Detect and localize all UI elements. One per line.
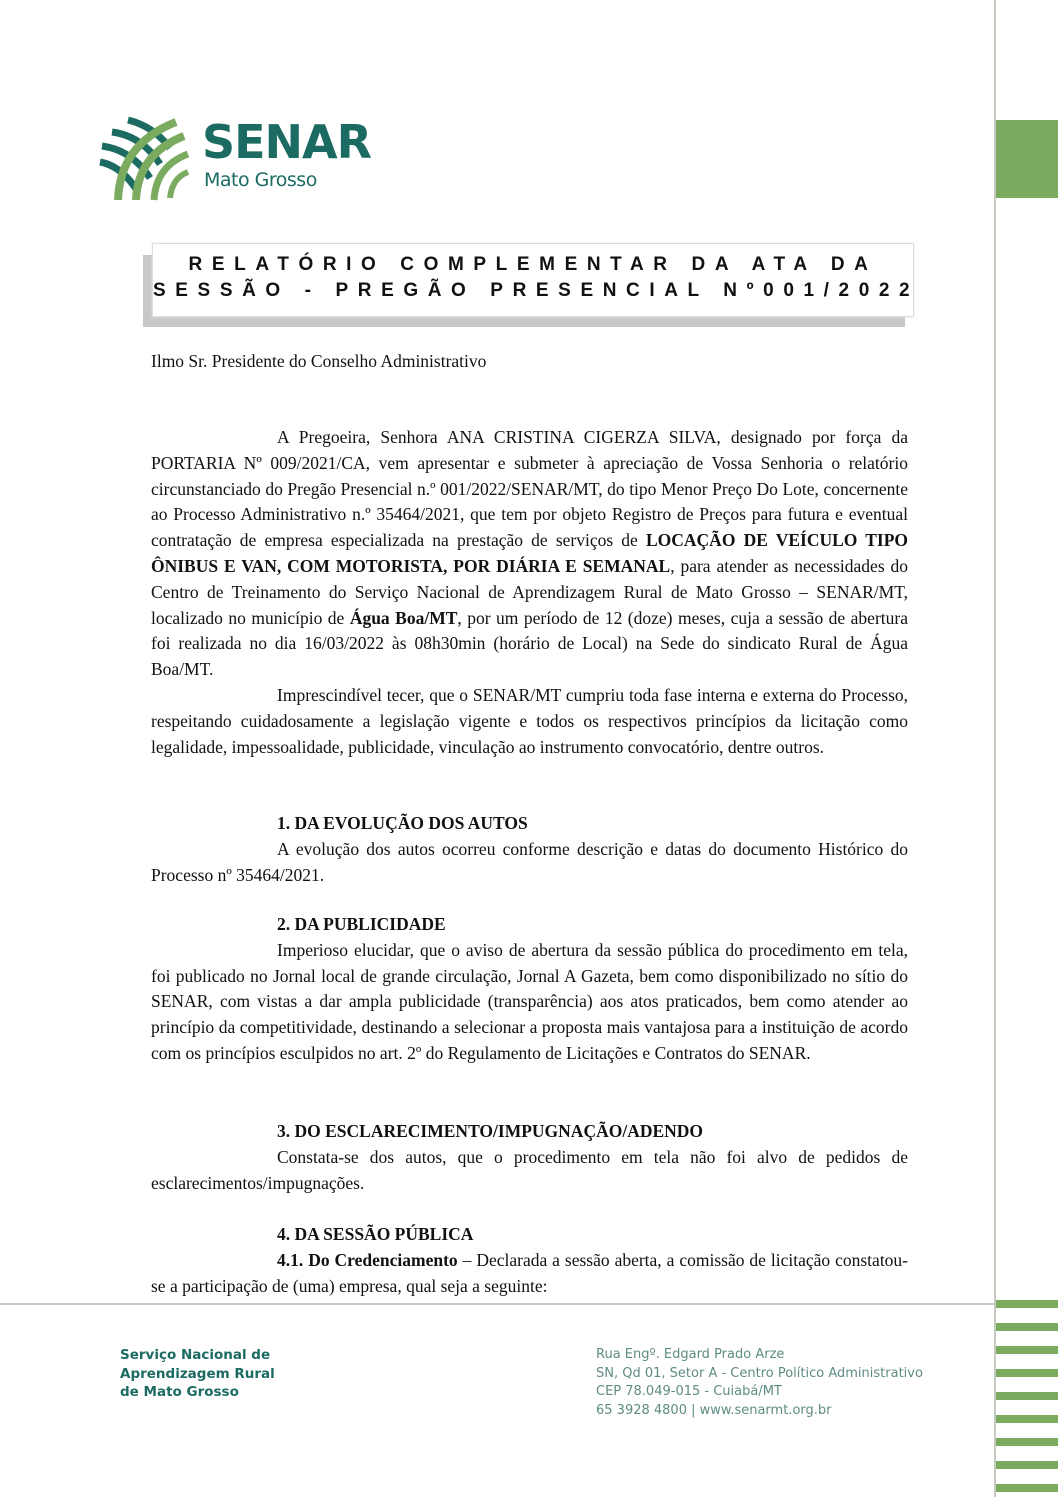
footer-stripe [996, 1392, 1058, 1400]
section-heading: 2. DA PUBLICIDADE [277, 914, 446, 934]
footer-stripe [996, 1323, 1058, 1331]
footer-stripe [996, 1461, 1058, 1469]
section-1 [151, 811, 908, 888]
footer-org-line: Aprendizagem Rural [120, 1365, 275, 1382]
senar-logo [98, 114, 378, 204]
logo-wordmark: SENAR [202, 115, 372, 169]
logo-region: Mato Grosso [204, 169, 317, 191]
section-body: 4.1. Do Credenciamento – Declarada a sessão aberta, a comissão de licitação constatou-se a participação de (uma) empresa, qual seja a seguinte: [151, 1249, 909, 1296]
object-description: LOCAÇÃO DE VEÍCULO TIPO ÔNIBUS E VAN, COM MOTORISTA, POR DIÁRIA E SEMANAL [151, 530, 909, 576]
footer-address-line: Rua Engº. Edgard Prado Arze [596, 1347, 785, 1362]
section-heading: 3. DO ESCLARECIMENTO/IMPUGNAÇÃO/ADENDO [277, 1121, 704, 1141]
section-body: A evolução dos autos ocorreu conforme descrição e datas do documento Histórico do Processo nº 35464/2021. [151, 838, 908, 885]
header-accent-block [996, 120, 1058, 198]
footer-stripe [996, 1415, 1058, 1423]
right-border-line [994, 0, 996, 1497]
footer-address-line: CEP 78.049-015 - Cuiabá/MT [596, 1384, 782, 1400]
subsection-title: 4.1. Do Credenciamento [277, 1249, 458, 1270]
section-4 [151, 1222, 908, 1299]
footer-stripe [996, 1484, 1058, 1492]
section-2 [151, 912, 908, 1067]
footer-organization [120, 1346, 275, 1402]
document-title-line2: SESSÃO - PREGÃO PRESENCIAL Nº001/2022 [153, 280, 920, 301]
section-body: Constata-se dos autos, que o procedimento em tela não foi alvo de pedidos de esclarecimentos/impugnações. [151, 1146, 908, 1193]
salutation-text: Ilmo Sr. Presidente do Conselho Administrativo [151, 351, 487, 371]
section-heading: 1. DA EVOLUÇÃO DOS AUTOS [277, 813, 528, 833]
salutation [151, 349, 908, 375]
intro-paragraph-1: A Pregoeira, Senhora ANA CRISTINA CIGERZA SILVA, designado por força da PORTARIA Nº 009/2021/CA, vem apresentar e submeter à apreciação de Vossa Senhoria o relatório circunstanciado do Pregão Presencial n.º 001/2022/SENAR/MT, do tipo Menor Preço Do Lote, concernente ao Processo Administrativo n.º 35464/2021, que tem por objeto Registro de Preços para futura e eventual contratação de empresa especializada na prestação de serviços de LOCAÇÃO DE VEÍCULO TIPO ÔNIBUS E VAN, COM MOTORISTA, POR DIÁRIA E SEMANAL, para atender as necessidades do Centro de Treinamento do Serviço Nacional de Aprendizagem Rural de Mato Grosso – SENAR/MT, localizado no município de Água Boa/MT, por um período de 12 (doze) meses, cuja a sessão de abertura foi realizada no dia 16/03/2022 às 08h30min (horário de Local) na Sede do sindicato Rural de Água Boa/MT. [151, 427, 909, 680]
footer-stripe [996, 1438, 1058, 1446]
senar-emblem-icon [98, 114, 193, 204]
footer-stripe [996, 1369, 1058, 1377]
section-body: Imperioso elucidar, que o aviso de abertura da sessão pública do procedimento em tela, foi publicado no Jornal local de grande circulação, Jornal A Gazeta, bem como disponibilizado no sítio do SENAR, com vistas a dar ampla publicidade (transparência) aos atos praticados, bem como atender ao princípio da competitividade, destinando a selecionar a proposta mais vantajosa para a instituição de acordo com os princípios esculpidos no art. 2º do Regulamento de Licitações e Contratos do SENAR. [151, 939, 908, 1063]
section-heading: 4. DA SESSÃO PÚBLICA [277, 1224, 474, 1244]
document-title-box [152, 243, 920, 317]
intro-section [151, 425, 908, 760]
footer-org-line: Serviço Nacional de [120, 1347, 271, 1363]
footer-stripe [996, 1300, 1058, 1308]
footer-contact-line: 65 3928 4800 | www.senarmt.org.br [596, 1403, 832, 1419]
footer-stripe [996, 1346, 1058, 1354]
footer-address [596, 1346, 923, 1421]
footer-org-line: de Mato Grosso [120, 1384, 239, 1400]
municipality: Água Boa/MT [349, 607, 458, 628]
document-title-line1: RELATÓRIO COMPLEMENTAR DA ATA DA [188, 254, 878, 275]
section-3 [151, 1119, 908, 1196]
footer-address-line: SN, Qd 01, Setor A - Centro Político Administrativo [596, 1365, 923, 1381]
footer-divider [0, 1303, 995, 1305]
intro-paragraph-2: Imprescindível tecer, que o SENAR/MT cumpriu toda fase interna e externa do Processo, respeitando cuidadosamente a legislação vigente e todos os respectivos princípios da licitação como legalidade, impessoalidade, publicidade, vinculação ao instrumento convocatório, dentre outros. [151, 684, 908, 757]
